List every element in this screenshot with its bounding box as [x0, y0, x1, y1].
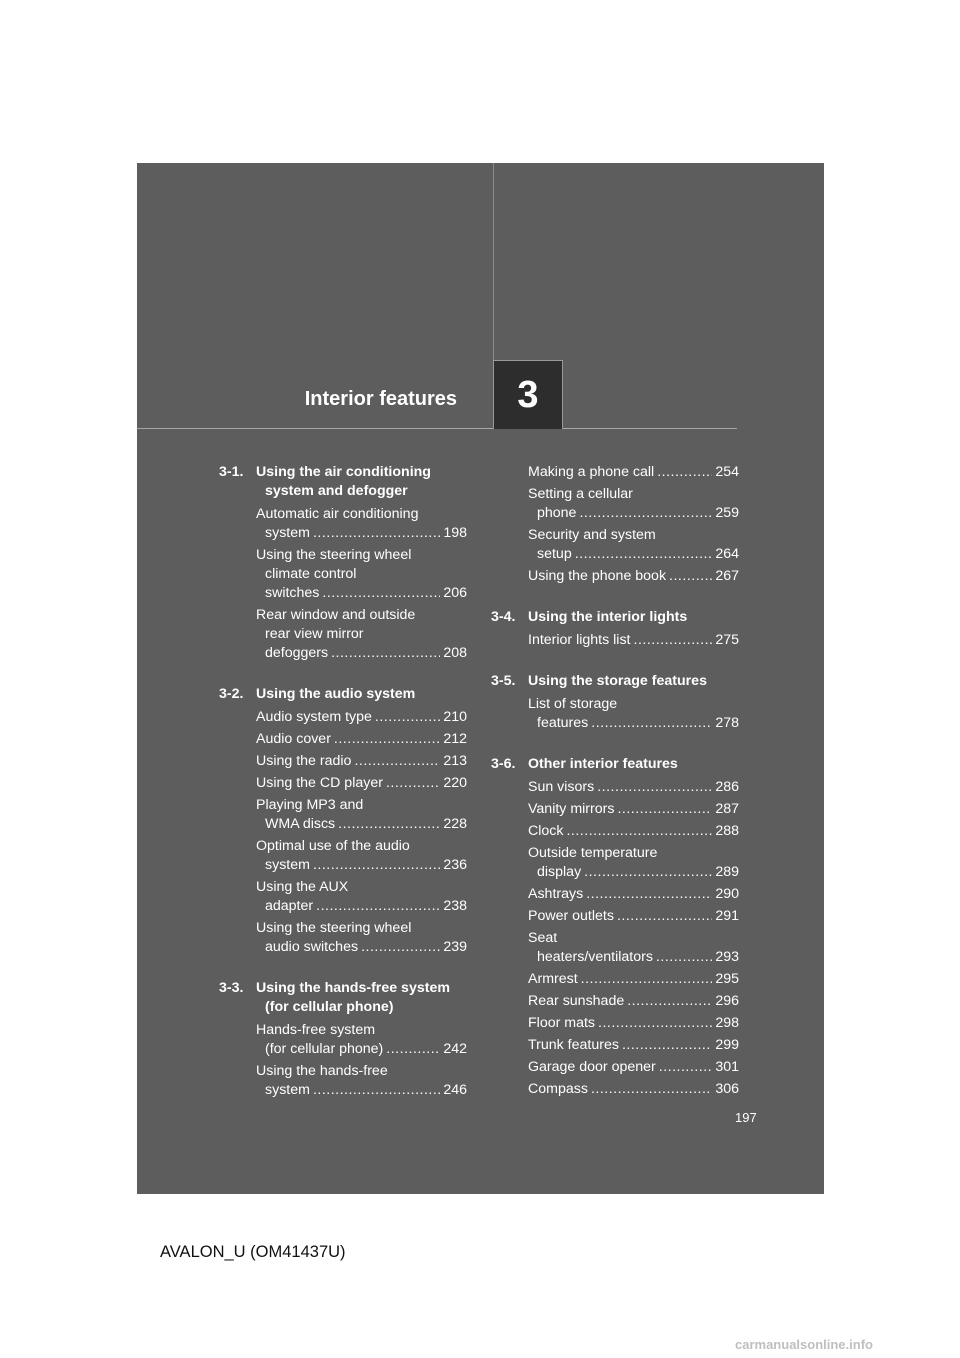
toc-entry-text: Setting a cellular	[528, 486, 633, 502]
toc-entry-line	[528, 631, 739, 650]
toc-entry-text: heaters/ventilators	[537, 949, 653, 965]
toc-entry-text: adapter	[265, 898, 314, 914]
toc-entry[interactable]	[219, 752, 467, 771]
toc-page-number: 293	[715, 949, 739, 965]
dot-leader	[617, 800, 712, 819]
toc-entry-text: Floor mats	[528, 1015, 596, 1031]
toc-entry-line	[256, 837, 467, 856]
toc-entry-line	[256, 796, 467, 815]
dot-leader	[597, 778, 712, 797]
toc-entry-text: setup	[537, 546, 572, 562]
section-items	[219, 1021, 467, 1100]
toc-entry-text: Using the hands-free	[256, 1063, 388, 1079]
section-number: 3-6.	[491, 756, 516, 772]
toc-page-number: 290	[715, 886, 739, 902]
toc-entry-text: Using the radio	[256, 753, 352, 769]
toc-page-number: 213	[443, 753, 467, 769]
toc-page-number: 301	[715, 1059, 739, 1075]
toc-entry-line	[256, 708, 467, 727]
toc-entry-text: Clock	[528, 823, 564, 839]
toc-entry-text: Vanity mirrors	[528, 801, 615, 817]
toc-entry-line	[256, 730, 467, 749]
toc-entry-text: Using the AUX	[256, 879, 349, 895]
dot-leader	[313, 524, 440, 543]
section-gap	[219, 663, 467, 685]
toc-entry[interactable]	[219, 1021, 467, 1059]
section-items	[491, 695, 739, 733]
toc-entry-line	[256, 752, 467, 771]
toc-entry-text: Ashtrays	[528, 886, 584, 902]
toc-entry-line	[528, 1014, 739, 1033]
toc-entry-text: Using the CD player	[256, 775, 383, 791]
toc-entry-text: Seat	[528, 930, 558, 946]
toc-entry-line	[528, 948, 739, 967]
toc-entry-text: features	[537, 715, 589, 731]
toc-entry[interactable]	[219, 546, 467, 603]
toc-entry-line	[528, 970, 739, 989]
section-heading[interactable]	[491, 672, 739, 691]
toc-entry-line	[528, 504, 739, 523]
toc-entry-text: List of storage	[528, 696, 618, 712]
toc-entry-text: system	[265, 857, 310, 873]
toc-entry-line	[528, 714, 739, 733]
toc-entry-text: Armrest	[528, 971, 578, 987]
section-number: 3-1.	[219, 464, 244, 480]
toc-entry[interactable]	[491, 800, 739, 819]
toc-entry[interactable]	[491, 631, 739, 650]
toc-entry-text: Sun visors	[528, 779, 595, 795]
toc-entry[interactable]	[491, 526, 739, 564]
section-title-line: Using the interior lights	[528, 609, 688, 625]
toc-entry-line	[256, 878, 467, 897]
toc-entry[interactable]	[491, 822, 739, 841]
toc-entry-line	[256, 919, 467, 938]
dot-leader	[581, 970, 713, 989]
toc-entry-text: Playing MP3 and	[256, 797, 364, 813]
toc-entry-text: system	[265, 1082, 310, 1098]
toc-entry[interactable]	[219, 919, 467, 957]
toc-page-number: 239	[443, 939, 467, 955]
section-heading[interactable]	[491, 608, 739, 627]
toc-entry-line	[256, 856, 467, 875]
toc-entry-text: Trunk features	[528, 1037, 619, 1053]
toc-entry-line	[256, 1081, 467, 1100]
toc-page-number: 295	[715, 971, 739, 987]
toc-entry-line	[256, 584, 467, 603]
toc-entry-text: Rear sunshade	[528, 993, 625, 1009]
section-heading[interactable]	[219, 979, 467, 1017]
toc-entry[interactable]	[491, 485, 739, 523]
section-title-line: Using the storage features	[528, 673, 707, 689]
toc-page-number: 298	[715, 1015, 739, 1031]
watermark: carmanualsonline.info	[735, 1337, 873, 1352]
toc-entry-line	[528, 844, 739, 863]
toc-entry-line	[256, 1021, 467, 1040]
toc-entry-text: Garage door opener	[528, 1059, 656, 1075]
toc-entry-line	[528, 929, 739, 948]
toc-entry-line	[528, 778, 739, 797]
toc-entry-text: Optimal use of the audio	[256, 838, 410, 854]
page-number: 197	[735, 1110, 757, 1125]
toc-entry-text: phone	[537, 505, 577, 521]
toc-page-number: 242	[443, 1041, 467, 1057]
dot-leader	[669, 567, 712, 586]
toc-entry[interactable]	[219, 505, 467, 543]
section-number: 3-4.	[491, 609, 516, 625]
toc-page-number: 299	[715, 1037, 739, 1053]
toc-page-number: 275	[715, 632, 739, 648]
toc-page-number: 210	[443, 709, 467, 725]
footer-model-code: AVALON_U (OM41437U)	[160, 1243, 346, 1261]
dot-leader	[622, 1036, 712, 1055]
toc-entry-text: Audio cover	[256, 731, 331, 747]
section-gap	[219, 957, 467, 979]
toc-page-number: 296	[715, 993, 739, 1009]
toc-page-number: 254	[715, 464, 739, 480]
section-gap	[491, 586, 739, 608]
toc-right-column	[491, 463, 739, 1099]
toc-entry-line	[528, 907, 739, 926]
dot-leader	[313, 1081, 440, 1100]
section-heading[interactable]	[219, 685, 467, 704]
toc-page-number: 278	[715, 715, 739, 731]
toc-entry[interactable]	[219, 1062, 467, 1100]
dot-leader	[566, 822, 712, 841]
section-number: 3-3.	[219, 980, 244, 996]
toc-entry-line	[528, 1080, 739, 1099]
toc-entry-text: Making a phone call	[528, 464, 655, 480]
toc-page-number: 288	[715, 823, 739, 839]
dot-leader	[338, 815, 440, 834]
toc-entry-line	[528, 485, 739, 504]
toc-entry[interactable]	[491, 1058, 739, 1077]
toc-entry-text: Rear window and outside	[256, 607, 416, 623]
section-title-line: Using the air conditioning	[256, 464, 431, 480]
toc-entry-line	[256, 938, 467, 957]
dot-leader	[598, 1014, 712, 1033]
toc-entry-text: Audio system type	[256, 709, 372, 725]
toc-entry-text: Using the phone book	[528, 568, 667, 584]
toc-entry-line	[528, 822, 739, 841]
dot-leader	[627, 992, 712, 1011]
dot-leader	[657, 463, 712, 482]
panel-divider-vertical	[493, 163, 494, 361]
section-heading[interactable]	[219, 463, 467, 501]
toc-page-number: 212	[443, 731, 467, 747]
toc-entry-line	[528, 800, 739, 819]
section-items	[491, 463, 739, 586]
toc-left-column	[219, 463, 467, 1100]
toc-entry[interactable]	[219, 796, 467, 834]
toc-entry-line	[528, 992, 739, 1011]
dot-leader	[591, 714, 712, 733]
toc-entry-text: Outside temperature	[528, 845, 658, 861]
toc-entry-text: system	[265, 525, 310, 541]
section-heading[interactable]	[491, 755, 739, 774]
toc-page-number: 291	[715, 908, 739, 924]
dot-leader	[634, 631, 713, 650]
toc-entry-line	[528, 885, 739, 904]
dot-leader	[386, 774, 440, 793]
toc-entry-line	[256, 505, 467, 524]
toc-entry[interactable]	[219, 774, 467, 793]
toc-entry[interactable]	[491, 778, 739, 797]
toc-page-number: 259	[715, 505, 739, 521]
dot-leader	[313, 856, 440, 875]
dot-leader	[361, 938, 440, 957]
toc-page-number: 264	[715, 546, 739, 562]
toc-page-number: 220	[443, 775, 467, 791]
toc-page-number: 208	[443, 645, 467, 661]
toc-entry-text: defoggers	[265, 645, 329, 661]
toc-entry-line	[528, 463, 739, 482]
dot-leader	[331, 644, 440, 663]
toc-entry-line	[256, 565, 467, 584]
toc-entry-text: switches	[265, 585, 320, 601]
toc-entry[interactable]	[491, 992, 739, 1011]
toc-entry-line	[256, 606, 467, 625]
toc-entry-line	[528, 1036, 739, 1055]
toc-page-number: 286	[715, 779, 739, 795]
toc-entry[interactable]	[491, 463, 739, 482]
toc-entry-line	[528, 526, 739, 545]
toc-entry-line	[256, 815, 467, 834]
dot-leader	[322, 584, 440, 603]
section-title-line: Using the audio system	[256, 686, 416, 702]
toc-entry-text: WMA discs	[265, 816, 336, 832]
toc-page-number: 206	[443, 585, 467, 601]
toc-entry-line	[528, 695, 739, 714]
toc-entry[interactable]	[219, 606, 467, 663]
toc-entry[interactable]	[491, 970, 739, 989]
toc-entry[interactable]	[491, 1080, 739, 1099]
toc-entry-text: Hands-free system	[256, 1022, 376, 1038]
chapter-number-box	[493, 360, 563, 429]
toc-entry-line	[256, 1062, 467, 1081]
toc-entry-text: Interior lights list	[528, 632, 631, 648]
toc-entry[interactable]	[219, 878, 467, 916]
toc-entry-text: Compass	[528, 1081, 588, 1097]
toc-page-number: 236	[443, 857, 467, 873]
toc-entry-text: display	[537, 864, 582, 880]
chapter-number: 3	[517, 373, 539, 416]
toc-entry-text: Power outlets	[528, 908, 614, 924]
toc-entry-text: rear view mirror	[265, 626, 364, 642]
toc-entry[interactable]	[219, 730, 467, 749]
toc-entry-line	[256, 524, 467, 543]
section-items	[491, 778, 739, 1099]
section-title-line: Using the hands-free system	[256, 980, 450, 996]
toc-entry-text: Using the steering wheel	[256, 920, 412, 936]
dot-leader	[659, 1058, 713, 1077]
toc-entry[interactable]	[491, 929, 739, 967]
dot-leader	[354, 752, 440, 771]
toc-entry[interactable]	[491, 885, 739, 904]
section-items	[219, 708, 467, 957]
toc-entry-text: Security and system	[528, 527, 656, 543]
dot-leader	[334, 730, 440, 749]
dot-leader	[579, 504, 712, 523]
toc-entry-text: Using the steering wheel	[256, 547, 412, 563]
toc-entry-line	[256, 644, 467, 663]
toc-page-number: 238	[443, 898, 467, 914]
toc-entry[interactable]	[491, 1036, 739, 1055]
section-items	[491, 631, 739, 650]
toc-entry-line	[528, 863, 739, 882]
toc-entry[interactable]	[491, 695, 739, 733]
toc-entry-text: climate control	[265, 566, 357, 582]
section-number: 3-2.	[219, 686, 244, 702]
toc-entry-line	[528, 1058, 739, 1077]
toc-entry[interactable]	[491, 907, 739, 926]
toc-entry-line	[256, 774, 467, 793]
toc-entry[interactable]	[491, 1014, 739, 1033]
toc-entry[interactable]	[219, 708, 467, 727]
dot-leader	[584, 863, 712, 882]
section-number: 3-5.	[491, 673, 516, 689]
chapter-title: Interior features	[304, 388, 457, 410]
dot-leader	[375, 708, 440, 727]
toc-entry-line	[528, 545, 739, 564]
toc-entry-text: (for cellular phone)	[265, 1041, 384, 1057]
dot-leader	[586, 885, 712, 904]
dot-leader	[617, 907, 712, 926]
header-rule	[137, 428, 737, 429]
dot-leader	[316, 897, 440, 916]
section-items	[219, 505, 467, 663]
section-gap	[491, 650, 739, 672]
section-title-line: system and defogger	[265, 483, 408, 499]
toc-page-number: 306	[715, 1081, 739, 1097]
toc-entry-text: Automatic air conditioning	[256, 506, 419, 522]
toc-entry-line	[256, 546, 467, 565]
toc-page-number: 246	[443, 1082, 467, 1098]
dot-leader	[591, 1080, 712, 1099]
toc-entry-line	[528, 567, 739, 586]
section-gap	[491, 733, 739, 755]
toc-entry[interactable]	[491, 844, 739, 882]
toc-page-number: 287	[715, 801, 739, 817]
toc-page-number: 198	[443, 525, 467, 541]
toc-entry[interactable]	[219, 837, 467, 875]
toc-page-number: 228	[443, 816, 467, 832]
toc-entry[interactable]	[491, 567, 739, 586]
dot-leader	[386, 1040, 440, 1059]
toc-entry-text: audio switches	[265, 939, 359, 955]
section-title-line: Other interior features	[528, 756, 678, 772]
toc-entry-line	[256, 897, 467, 916]
dot-leader	[575, 545, 713, 564]
toc-page-number: 289	[715, 864, 739, 880]
section-title-line: (for cellular phone)	[265, 999, 394, 1015]
toc-entry-line	[256, 625, 467, 644]
toc-entry-line	[256, 1040, 467, 1059]
dot-leader	[656, 948, 712, 967]
toc-page-number: 267	[715, 568, 739, 584]
